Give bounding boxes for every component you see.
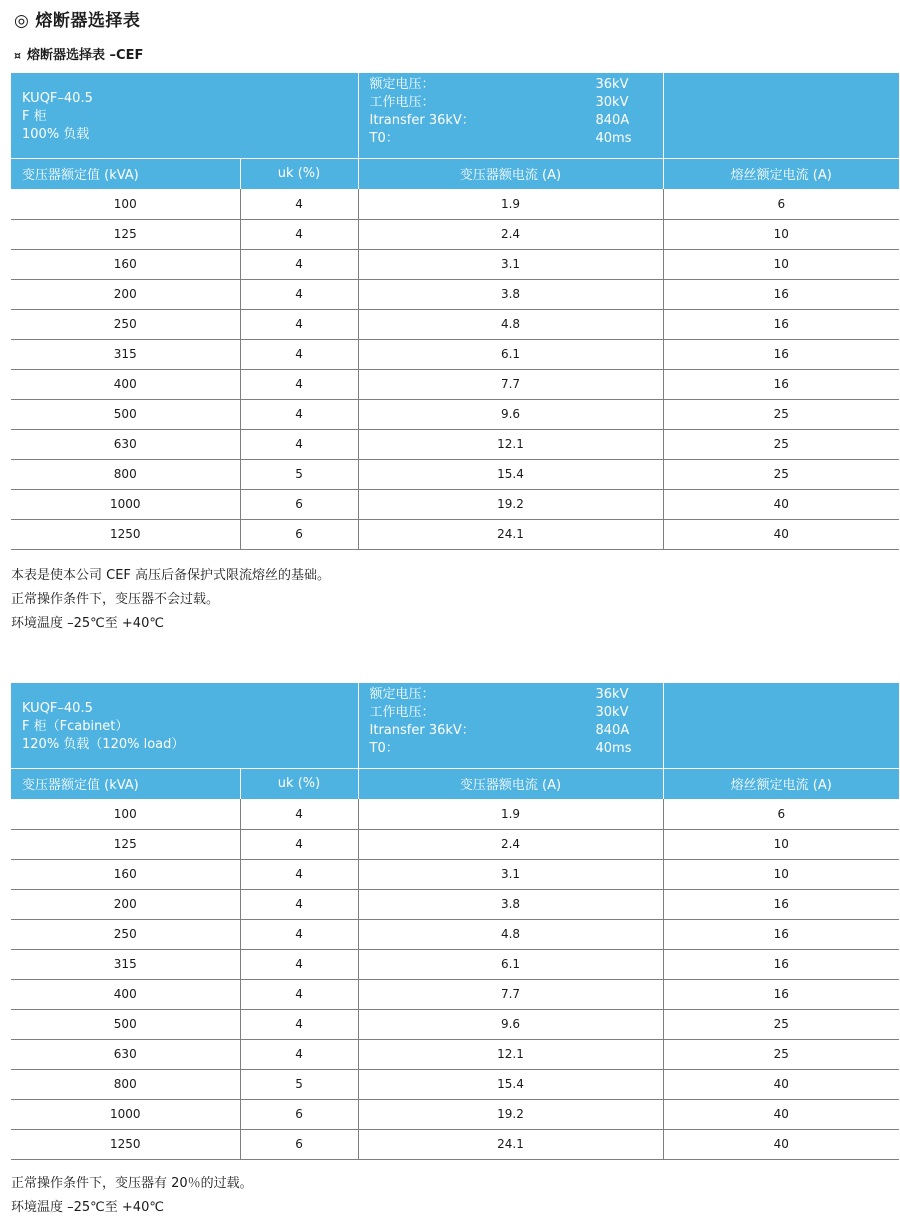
cell-kva: 1000 bbox=[11, 1099, 240, 1129]
cell-current: 2.4 bbox=[358, 829, 663, 859]
cell-current: 2.4 bbox=[358, 219, 663, 249]
page-title bbox=[14, 6, 140, 31]
cell-uk: 5 bbox=[240, 459, 358, 489]
cell-kva: 250 bbox=[11, 919, 240, 949]
cell-current: 15.4 bbox=[358, 1069, 663, 1099]
cell-current: 7.7 bbox=[358, 369, 663, 399]
cell-current: 4.8 bbox=[358, 919, 663, 949]
cell-kva: 800 bbox=[11, 459, 240, 489]
param-value: 840A bbox=[595, 723, 630, 738]
cell-fuse: 16 bbox=[663, 339, 899, 369]
cell-kva: 1250 bbox=[11, 519, 240, 549]
cell-current: 12.1 bbox=[358, 429, 663, 459]
cell-kva: 315 bbox=[11, 339, 240, 369]
table-row bbox=[11, 859, 899, 889]
cell-kva: 800 bbox=[11, 1069, 240, 1099]
param-row bbox=[370, 686, 663, 704]
cell-uk: 4 bbox=[240, 369, 358, 399]
cell-uk: 4 bbox=[240, 919, 358, 949]
param-label: 工作电压： bbox=[369, 705, 435, 720]
table-row bbox=[11, 1129, 899, 1159]
table-row bbox=[11, 1069, 899, 1099]
param-row bbox=[370, 130, 663, 148]
param-value: 840A bbox=[595, 113, 630, 128]
rating-params bbox=[358, 683, 663, 768]
cell-kva: 1250 bbox=[11, 1129, 240, 1159]
table-row bbox=[11, 889, 899, 919]
table-row bbox=[11, 249, 899, 279]
param-value: 40ms bbox=[595, 131, 632, 146]
cell-current: 9.6 bbox=[358, 1009, 663, 1039]
col-header-uk: uk (%) bbox=[240, 158, 358, 189]
cell-current: 12.1 bbox=[358, 1039, 663, 1069]
cell-uk: 4 bbox=[240, 979, 358, 1009]
col-header-kva: 变压器额定值 (kVA) bbox=[11, 158, 240, 189]
table-row bbox=[11, 979, 899, 1009]
param-row bbox=[370, 76, 663, 94]
rating-params bbox=[358, 73, 663, 158]
cell-kva: 400 bbox=[11, 369, 240, 399]
cell-current: 3.1 bbox=[358, 859, 663, 889]
cell-uk: 4 bbox=[240, 309, 358, 339]
cell-current: 15.4 bbox=[358, 459, 663, 489]
table-row bbox=[11, 1039, 899, 1069]
cabinet-info bbox=[11, 73, 358, 158]
cell-uk: 4 bbox=[240, 429, 358, 459]
cell-fuse: 16 bbox=[663, 949, 899, 979]
param-value: 36kV bbox=[595, 77, 629, 92]
table-row bbox=[11, 519, 899, 549]
cell-current: 3.8 bbox=[358, 279, 663, 309]
table-row bbox=[11, 429, 899, 459]
bullet-mark-icon: ¤ bbox=[14, 49, 21, 62]
param-label: 额定电压： bbox=[369, 77, 435, 92]
table-row bbox=[11, 339, 899, 369]
cell-kva: 125 bbox=[11, 829, 240, 859]
cell-fuse: 10 bbox=[663, 859, 899, 889]
table1-notes bbox=[11, 564, 330, 636]
circle-mark-icon: ◎ bbox=[14, 11, 30, 31]
cell-uk: 4 bbox=[240, 1039, 358, 1069]
cell-uk: 4 bbox=[240, 829, 358, 859]
table-row bbox=[11, 829, 899, 859]
param-value: 30kV bbox=[595, 705, 629, 720]
col-header-fuse: 熔丝额定电流 (A) bbox=[663, 768, 899, 799]
cell-current: 9.6 bbox=[358, 399, 663, 429]
cell-current: 1.9 bbox=[358, 799, 663, 829]
cell-kva: 125 bbox=[11, 219, 240, 249]
cabinet-label: F 柜（Fcabinet） bbox=[22, 719, 129, 734]
cell-current: 4.8 bbox=[358, 309, 663, 339]
cell-kva: 630 bbox=[11, 1039, 240, 1069]
model-label: KUQF–40.5 bbox=[22, 701, 93, 716]
cell-current: 3.1 bbox=[358, 249, 663, 279]
col-header-kva: 变压器额定值 (kVA) bbox=[11, 768, 240, 799]
param-value: 36kV bbox=[595, 687, 629, 702]
col-header-uk: uk (%) bbox=[240, 768, 358, 799]
table-info-row bbox=[11, 683, 899, 768]
cell-kva: 160 bbox=[11, 859, 240, 889]
table-row bbox=[11, 919, 899, 949]
param-label: T0： bbox=[369, 131, 399, 146]
cell-current: 24.1 bbox=[358, 519, 663, 549]
cell-fuse: 16 bbox=[663, 889, 899, 919]
table-row bbox=[11, 219, 899, 249]
cell-fuse: 16 bbox=[663, 979, 899, 1009]
cell-fuse: 16 bbox=[663, 369, 899, 399]
cell-kva: 1000 bbox=[11, 489, 240, 519]
table-row bbox=[11, 799, 899, 829]
cell-uk: 4 bbox=[240, 189, 358, 219]
cell-current: 19.2 bbox=[358, 489, 663, 519]
cell-uk: 5 bbox=[240, 1069, 358, 1099]
cell-uk: 4 bbox=[240, 339, 358, 369]
cell-uk: 6 bbox=[240, 1099, 358, 1129]
note-line: 本表是使本公司 CEF 高压后备保护式限流熔丝的基础。 bbox=[11, 568, 331, 583]
model-label: KUQF–40.5 bbox=[22, 91, 93, 106]
note-line: 环境温度 –25℃至 +40℃ bbox=[11, 1200, 164, 1215]
table-row bbox=[11, 309, 899, 339]
cell-kva: 315 bbox=[11, 949, 240, 979]
table-row bbox=[11, 949, 899, 979]
param-label: 额定电压： bbox=[369, 687, 435, 702]
cell-fuse: 40 bbox=[663, 489, 899, 519]
cell-kva: 630 bbox=[11, 429, 240, 459]
cell-fuse: 16 bbox=[663, 309, 899, 339]
cell-fuse: 25 bbox=[663, 1039, 899, 1069]
table-info-row bbox=[11, 73, 899, 158]
table-row bbox=[11, 459, 899, 489]
cell-fuse: 25 bbox=[663, 459, 899, 489]
cell-current: 19.2 bbox=[358, 1099, 663, 1129]
cell-fuse: 10 bbox=[663, 249, 899, 279]
param-label: Itransfer 36kV： bbox=[369, 723, 475, 738]
param-label: Itransfer 36kV： bbox=[369, 113, 475, 128]
table-row bbox=[11, 189, 899, 219]
note-line: 正常操作条件下，变压器不会过载。 bbox=[11, 592, 220, 607]
cell-uk: 6 bbox=[240, 519, 358, 549]
table2-notes bbox=[11, 1172, 253, 1220]
col-header-fuse: 熔丝额定电流 (A) bbox=[663, 158, 899, 189]
cell-fuse: 40 bbox=[663, 1129, 899, 1159]
table-row bbox=[11, 369, 899, 399]
cell-kva: 200 bbox=[11, 889, 240, 919]
cell-uk: 6 bbox=[240, 1129, 358, 1159]
info-blank-cell bbox=[663, 73, 899, 158]
table-row bbox=[11, 279, 899, 309]
note-line: 环境温度 –25℃至 +40℃ bbox=[11, 616, 164, 631]
cabinet-info bbox=[11, 683, 358, 768]
cell-kva: 500 bbox=[11, 399, 240, 429]
cell-fuse: 40 bbox=[663, 1099, 899, 1129]
info-blank-cell bbox=[663, 683, 899, 768]
cell-fuse: 40 bbox=[663, 519, 899, 549]
cell-uk: 4 bbox=[240, 859, 358, 889]
cell-uk: 4 bbox=[240, 279, 358, 309]
cell-fuse: 25 bbox=[663, 1009, 899, 1039]
table-row bbox=[11, 1009, 899, 1039]
cell-uk: 4 bbox=[240, 799, 358, 829]
cell-uk: 4 bbox=[240, 889, 358, 919]
cell-kva: 200 bbox=[11, 279, 240, 309]
cell-kva: 100 bbox=[11, 189, 240, 219]
cell-fuse: 25 bbox=[663, 429, 899, 459]
load-label: 100% 负载 bbox=[22, 127, 90, 142]
column-header-row bbox=[11, 158, 899, 189]
cell-current: 6.1 bbox=[358, 339, 663, 369]
param-label: T0： bbox=[369, 741, 399, 756]
col-header-current: 变压器额电流 (A) bbox=[358, 768, 663, 799]
cell-fuse: 10 bbox=[663, 829, 899, 859]
cell-uk: 4 bbox=[240, 249, 358, 279]
cell-kva: 400 bbox=[11, 979, 240, 1009]
param-row bbox=[370, 94, 663, 112]
table-row bbox=[11, 489, 899, 519]
param-label: 工作电压： bbox=[369, 95, 435, 110]
cell-kva: 160 bbox=[11, 249, 240, 279]
cell-fuse: 16 bbox=[663, 919, 899, 949]
cell-fuse: 10 bbox=[663, 219, 899, 249]
cell-uk: 6 bbox=[240, 489, 358, 519]
note-line: 正常操作条件下，变压器有 20％的过载。 bbox=[11, 1176, 253, 1191]
cell-fuse: 40 bbox=[663, 1069, 899, 1099]
cell-current: 7.7 bbox=[358, 979, 663, 1009]
load-label: 120% 负载（120% load） bbox=[22, 737, 185, 752]
cell-uk: 4 bbox=[240, 399, 358, 429]
param-row bbox=[370, 112, 663, 130]
cell-current: 24.1 bbox=[358, 1129, 663, 1159]
column-header-row bbox=[11, 768, 899, 799]
section-subtitle-text: 熔断器选择表 –CEF bbox=[27, 48, 144, 63]
cell-fuse: 25 bbox=[663, 399, 899, 429]
cell-kva: 100 bbox=[11, 799, 240, 829]
param-value: 40ms bbox=[595, 741, 632, 756]
cell-uk: 4 bbox=[240, 219, 358, 249]
param-row bbox=[370, 722, 663, 740]
param-value: 30kV bbox=[595, 95, 629, 110]
cell-kva: 500 bbox=[11, 1009, 240, 1039]
cabinet-label: F 柜 bbox=[22, 109, 47, 124]
cell-current: 1.9 bbox=[358, 189, 663, 219]
page-title-text: 熔断器选择表 bbox=[35, 11, 141, 31]
table-row bbox=[11, 1099, 899, 1129]
param-row bbox=[370, 704, 663, 722]
cell-uk: 4 bbox=[240, 949, 358, 979]
cell-fuse: 6 bbox=[663, 189, 899, 219]
cell-current: 3.8 bbox=[358, 889, 663, 919]
cell-fuse: 16 bbox=[663, 279, 899, 309]
section-subtitle bbox=[14, 44, 143, 63]
fuse-table-100 bbox=[11, 73, 899, 550]
cell-fuse: 6 bbox=[663, 799, 899, 829]
cell-uk: 4 bbox=[240, 1009, 358, 1039]
fuse-table-120 bbox=[11, 683, 899, 1160]
cell-kva: 250 bbox=[11, 309, 240, 339]
col-header-current: 变压器额电流 (A) bbox=[358, 158, 663, 189]
table-row bbox=[11, 399, 899, 429]
cell-current: 6.1 bbox=[358, 949, 663, 979]
param-row bbox=[370, 740, 663, 758]
